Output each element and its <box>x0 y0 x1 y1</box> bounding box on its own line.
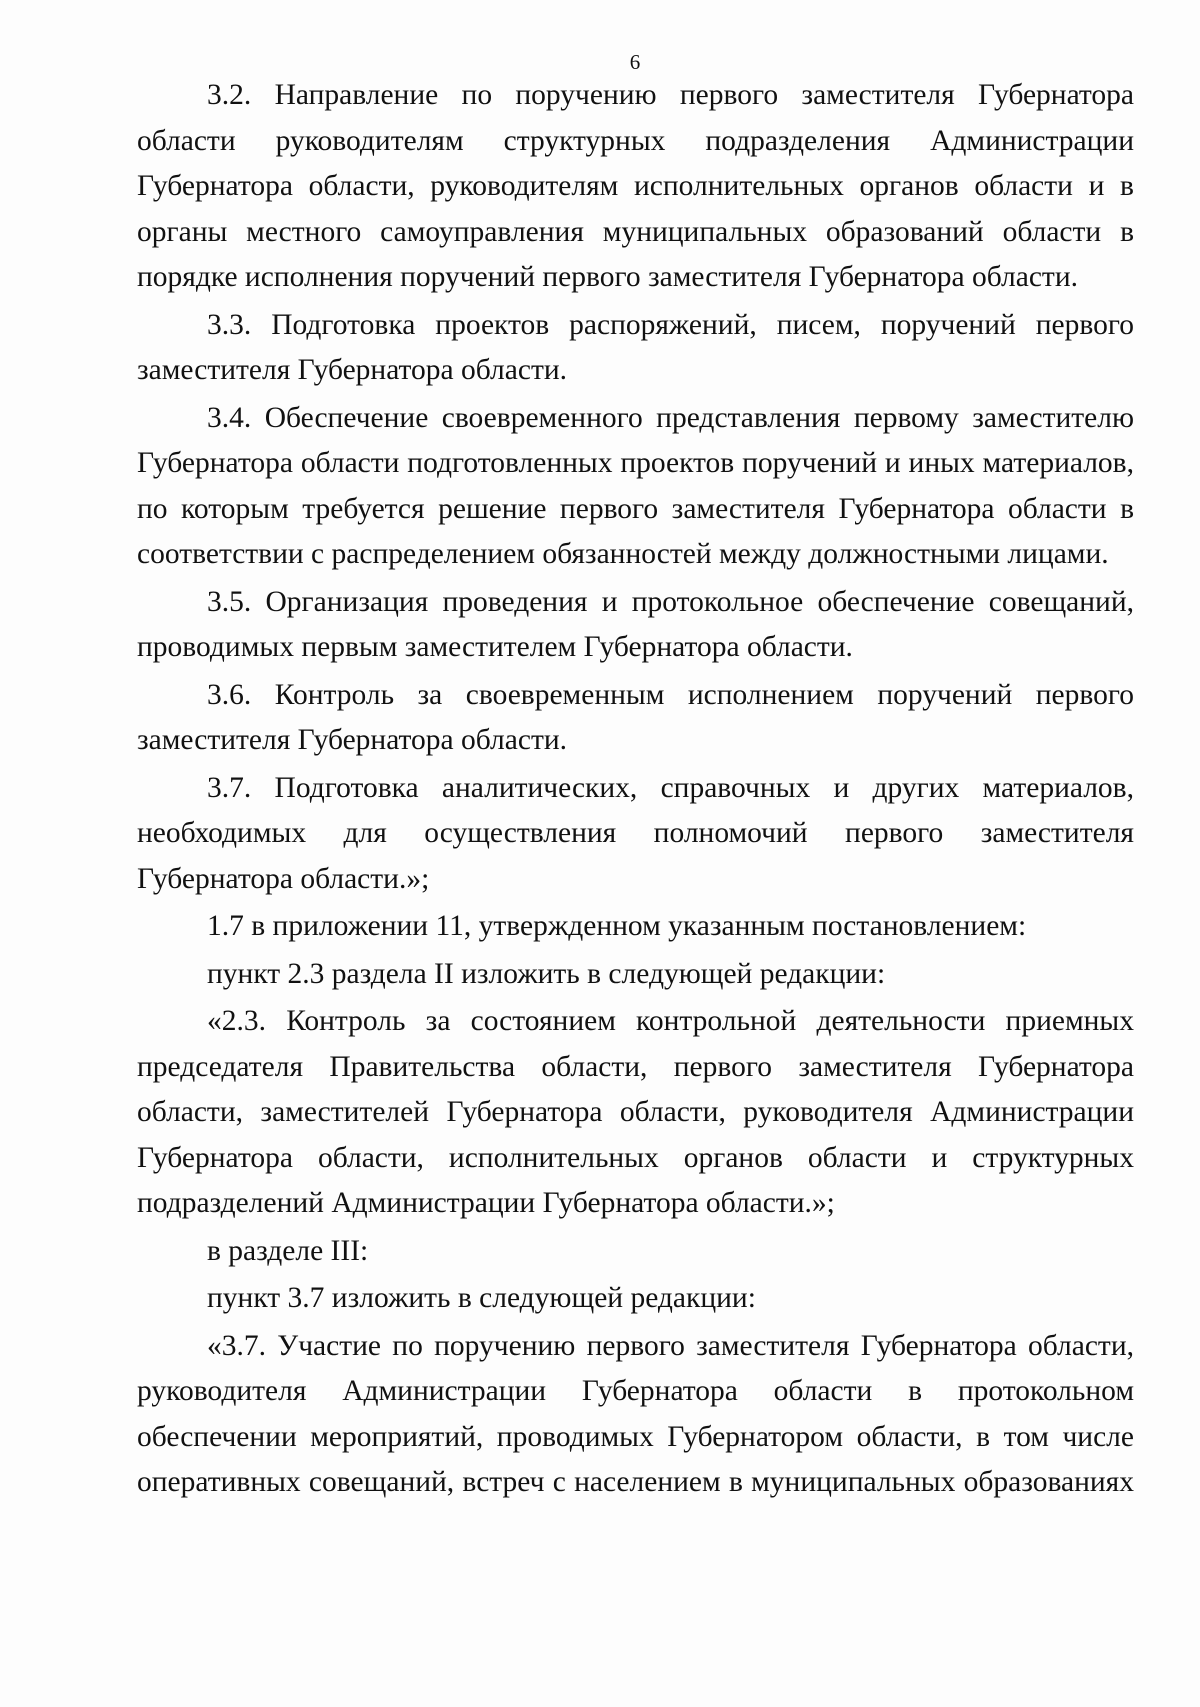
paragraph-1-7: 1.7 в приложении 11, утвержденном указанным постановлением: <box>207 910 1027 942</box>
document-body <box>137 73 1134 1506</box>
paragraph-3-3: 3.3. Подготовка проектов распоряжений, писем, поручений первого заместителя Губернатора области. <box>137 308 1134 386</box>
page-number: 6 <box>629 50 641 74</box>
paragraph-3-5: 3.5. Организация проведения и протокольное обеспечение совещаний, проводимых первым заместителем Губернатора области. <box>137 585 1134 663</box>
paragraph-section-iii-heading: в разделе III: <box>207 1234 369 1267</box>
paragraph-3-7: 3.7. Подготовка аналитических, справочных и других материалов, необходимых для осуществления полномочий первого заместителя Губернатора области.»; <box>137 771 1134 895</box>
paragraph-section-ii-instruction: пункт 2.3 раздела II изложить в следующей редакции: <box>207 957 886 990</box>
paragraph-3-7-new-text: «3.7. Участие по поручению первого заместителя Губернатора области, руководителя Администрации Губернатора области в протокольном обеспечении мероприятий, проводимых Губернатором области, в том числе оперативных совещаний, встреч с населением в муниципальных образованиях <box>137 1329 1134 1498</box>
paragraph-3-7-instruction: пункт 3.7 изложить в следующей редакции: <box>207 1282 756 1314</box>
paragraph-3-4: 3.4. Обеспечение своевременного представления первому заместителю Губернатора области подготовленных проектов поручений и иных материалов, по которым требуется решение первого заместителя Губернатора области в соответствии с распределением обязанностей между должностными лицами. <box>137 401 1134 570</box>
paragraph-3-6: 3.6. Контроль за своевременным исполнением поручений первого заместителя Губернатора области. <box>137 678 1134 756</box>
paragraph-2-3-new-text: «2.3. Контроль за состоянием контрольной деятельности приемных председателя Правительства области, первого заместителя Губернатора области, заместителей Губернатора области, руководителя Администрации Губернатора области, исполнительных органов области и структурных подразделений Администрации Губернатора области.»; <box>137 1005 1134 1219</box>
paragraph-3-2: 3.2. Направление по поручению первого заместителя Губернатора области руководителям структурных подразделения Администрации Губернатора области, руководителям исполнительных органов области и в органы местного самоуправления муниципальных образований области в порядке исполнения поручений первого заместителя Губернатора области. <box>137 79 1134 293</box>
